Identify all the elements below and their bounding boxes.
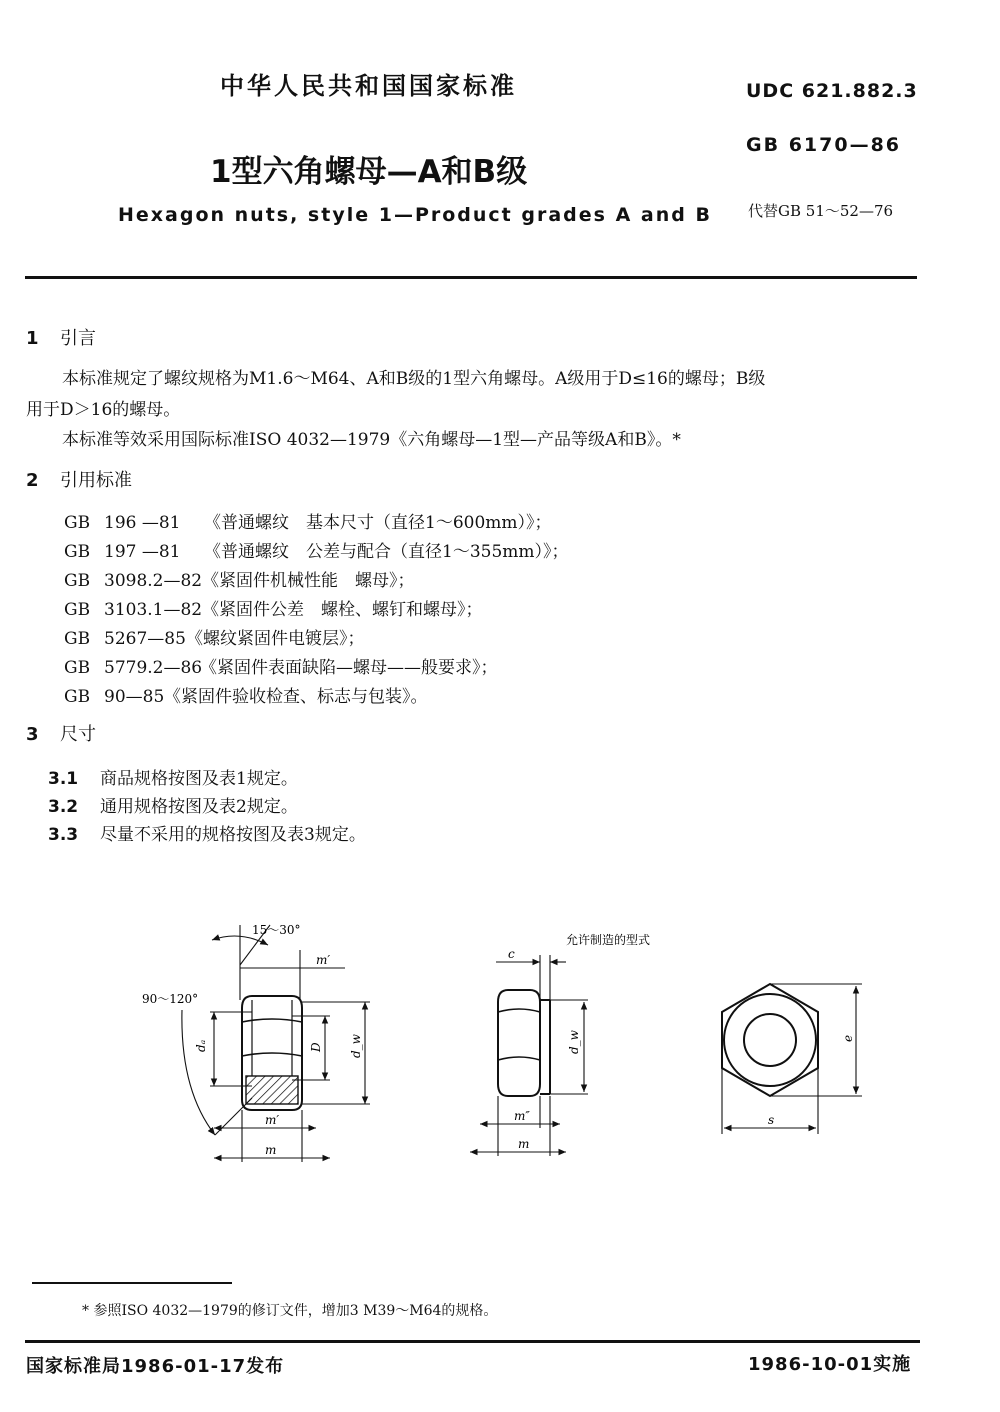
effective-date: 1986-10-01实施 (748, 1354, 912, 1375)
ref-code: GB (64, 687, 91, 707)
ref-title: 《螺纹紧固件电镀层》； (186, 629, 365, 649)
alternate-form-view (498, 990, 550, 1096)
ref-number: 5779.2—86 (104, 658, 203, 678)
m-alt-label: m (518, 1137, 530, 1151)
ref-number: 90—85 (104, 687, 165, 707)
ref-number: 197 —81 (104, 542, 181, 562)
ref-number: 196 —81 (104, 513, 181, 533)
subsection-number: 3.1 (48, 769, 79, 789)
m-prime-top-label: m′ (316, 953, 331, 967)
document-title-en: Hexagon nuts, style 1—Product grades A and B (118, 204, 712, 226)
gb-number: GB 6170—86 (746, 134, 902, 156)
subsection-text: 尽量不采用的规格按图及表3规定。 (100, 825, 366, 845)
section-1-paragraph-1-line-1: 本标准规定了螺纹规格为M1.6～M64、A和B级的1型六角螺母。A级用于D≤16的螺母；B级 (62, 369, 766, 389)
ref-code: GB (64, 513, 91, 533)
issued-date: 国家标准局1986-01-17发布 (26, 1356, 285, 1377)
ref-code: GB (64, 629, 91, 649)
m-label: m (265, 1143, 277, 1157)
ref-number: 3103.1—82 (104, 600, 203, 620)
ref-title: 《普通螺纹 公差与配合（直径1～355mm）》； (204, 542, 569, 562)
alternate-form-dimension-lines (470, 955, 588, 1156)
subsection-number: 3.2 (48, 797, 79, 817)
c-label: c (508, 947, 515, 961)
ref-number: 3098.2—82 (104, 571, 203, 591)
D-label: D (309, 1042, 323, 1052)
section-title: 尺寸 (60, 724, 96, 745)
issuing-country-heading: 中华人民共和国国家标准 (220, 72, 517, 100)
section-number: 2 (26, 470, 39, 491)
angle-top-label: 15～30° (252, 923, 301, 937)
ref-code: GB (64, 571, 91, 591)
document-title-cn: 1型六角螺母—A和B级 (210, 154, 528, 190)
footnote-divider (32, 1282, 232, 1284)
alternate-form-caption: 允许制造的型式 (566, 933, 651, 947)
ref-title: 《紧固件机械性能 螺母》； (202, 571, 415, 591)
ref-title: 《紧固件表面缺陷—螺母——般要求》； (200, 658, 498, 678)
ref-title: 《紧固件公差 螺栓、螺钉和螺母》； (202, 600, 483, 620)
ref-number: 5267—85 (104, 629, 186, 649)
dw-label: d_w (349, 1034, 363, 1058)
section-title: 引用标准 (60, 470, 132, 491)
angle-side-label: 90～120° (142, 992, 199, 1006)
ref-code: GB (64, 600, 91, 620)
subsection-number: 3.3 (48, 825, 79, 845)
dw-alt-label: d_w (567, 1030, 581, 1054)
da-label: dₐ (194, 1039, 208, 1052)
e-label: e (841, 1034, 855, 1042)
section-title: 引言 (60, 328, 96, 349)
ref-code: GB (64, 542, 91, 562)
ref-title: 《紧固件验收检查、标志与包装》。 (164, 687, 428, 707)
s-label: s (768, 1113, 775, 1127)
section-number: 1 (26, 328, 39, 349)
footnote: * 参照ISO 4032—1979的修订文件，增加3 M39～M64的规格。 (82, 1303, 498, 1319)
subsection-text: 商品规格按图及表1规定。 (100, 769, 298, 789)
replaces-standard: 代替GB 51～52—76 (748, 202, 894, 220)
side-section-view (242, 996, 302, 1110)
m-prime-bottom-label: m′ (265, 1113, 280, 1127)
section-1-paragraph-2: 本标准等效采用国际标准ISO 4032—1979《六角螺母—1型—产品等级A和B》。* (62, 430, 681, 450)
subsection-text: 通用规格按图及表2规定。 (100, 797, 298, 817)
ref-title: 《普通螺纹 基本尺寸（直径1～600mm）》； (204, 513, 552, 533)
ref-code: GB (64, 658, 91, 678)
section-1-paragraph-1-line-2: 用于D＞16的螺母。 (26, 400, 181, 420)
hexagon-dimension-lines (722, 984, 862, 1134)
udc-code: UDC 621.882.3 (746, 80, 918, 102)
hexagon-top-view (722, 984, 818, 1096)
footer-divider (25, 1340, 920, 1343)
m-double-prime-label: m″ (514, 1109, 530, 1123)
section-number: 3 (26, 724, 39, 745)
